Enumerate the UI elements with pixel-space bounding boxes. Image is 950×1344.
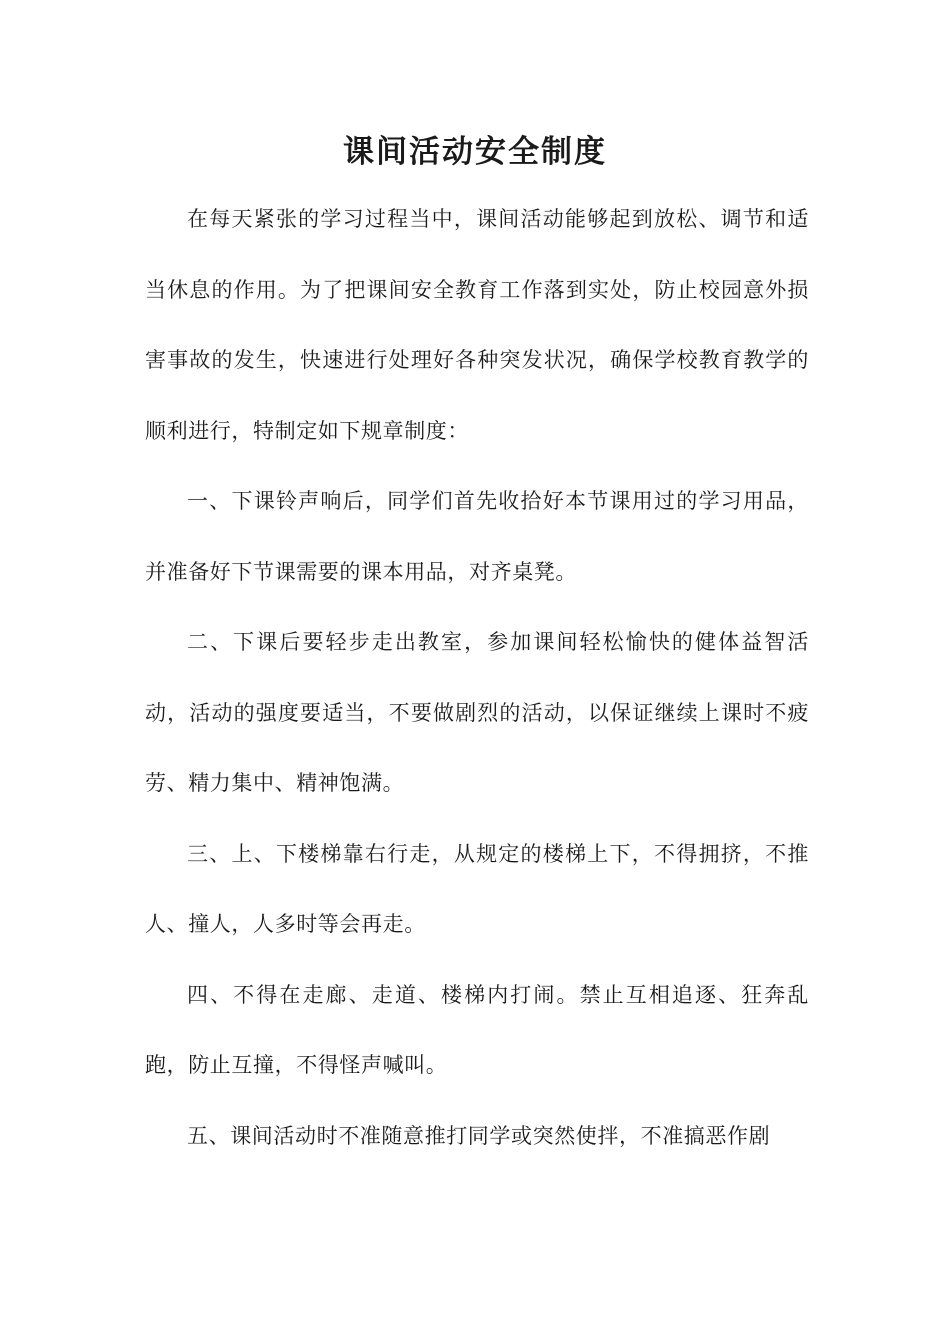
document-body [145, 184, 809, 1171]
paragraph-rule-3: 三、上、下楼梯靠右行走，从规定的楼梯上下，不得拥挤，不推人、撞人，人多时等会再走。 [145, 841, 809, 936]
document-title: 课间活动安全制度 [343, 134, 607, 170]
paragraph-rule-4: 四、不得在走廊、走道、楼梯内打闹。禁止互相追逐、狂奔乱跑，防止互撞，不得怪声喊叫。 [145, 982, 809, 1077]
paragraph-intro: 在每天紧张的学习过程当中，课间活动能够起到放松、调节和适当休息的作用。为了把课间安全教育工作落到实处，防止校园意外损害事故的发生，快速进行处理好各种突发状况，确保学校教育教学的顺利进行，特制定如下规章制度： [145, 207, 809, 443]
paragraph-rule-5: 五、课间活动时不准随意推打同学或突然使拌，不准搞恶作剧 [187, 1123, 771, 1148]
paragraph-rule-2: 二、下课后要轻步走出教室，参加课间轻松愉快的健体益智活动，活动的强度要适当，不要做剧烈的活动，以保证继续上课时不疲劳、精力集中、精神饱满。 [145, 630, 809, 795]
paragraph-rule-1: 一、下课铃声响后，同学们首先收拾好本节课用过的学习用品，并准备好下节课需要的课本用品，对齐桌凳。 [145, 489, 809, 584]
